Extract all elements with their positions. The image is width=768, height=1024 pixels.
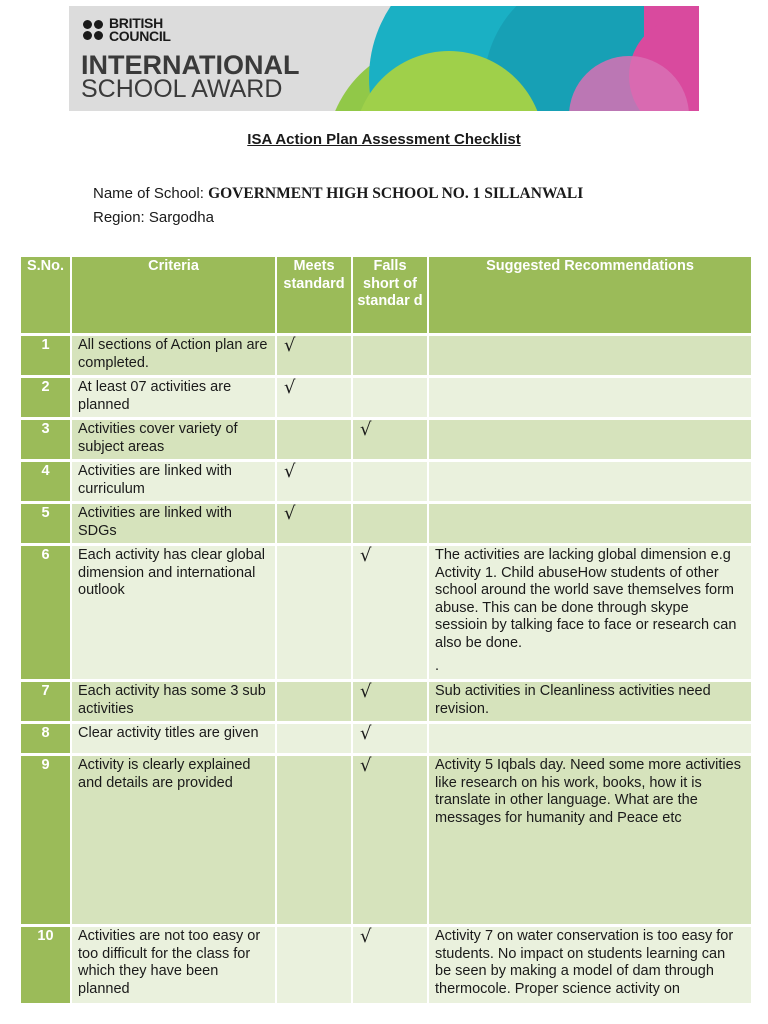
criteria-cell: Activities cover variety of subject areas [72, 420, 275, 459]
row-number: 6 [21, 546, 70, 679]
row-number: 3 [21, 420, 70, 459]
recommendation-text: The activities are lacking global dimension e.g Activity 1. Child abuseHow students of other school around the world save themselves form abuse. This can be done through skype sessioin by talking face to face or research can also be done. [435, 547, 737, 651]
recommendation-cell: Sub activities in Cleanliness activities need revision. [429, 682, 751, 721]
table-row [21, 504, 751, 543]
region-value: Sargodha [148, 209, 214, 226]
isa-banner [69, 6, 699, 111]
meets-check-icon: √ [277, 504, 351, 543]
row-number: 1 [21, 336, 70, 375]
falls-short-cell [353, 462, 427, 501]
falls-short-cell [353, 378, 427, 417]
award-title-line1: INTERNATIONAL [81, 50, 300, 80]
document-title: ISA Action Plan Assessment Checklist [247, 131, 521, 148]
row-number: 10 [21, 927, 70, 1003]
falls-short-check-icon: √ [353, 682, 427, 721]
recommendation-cell [429, 462, 751, 501]
table-row [21, 336, 751, 375]
falls-short-check-icon: √ [353, 724, 427, 753]
header-falls-short: Falls short of standar d [353, 257, 427, 333]
school-label: Name of School: [93, 185, 209, 202]
school-name-line [93, 185, 583, 203]
meets-standard-cell [277, 546, 351, 679]
falls-short-check-icon: √ [353, 546, 427, 679]
region-label: Region: [93, 209, 149, 226]
table-row [21, 927, 751, 1003]
criteria-cell: Activities are linked with SDGs [72, 504, 275, 543]
row-number: 8 [21, 724, 70, 753]
header-meets-standard: Meets standard [277, 257, 351, 333]
criteria-cell: Each activity has clear global dimension and international outlook [72, 546, 275, 679]
table-row [21, 378, 751, 417]
table-row [21, 682, 751, 721]
falls-short-cell [353, 336, 427, 375]
header-recommendations: Suggested Recommendations [429, 257, 751, 333]
recommendation-extra: . [435, 658, 440, 674]
row-number: 2 [21, 378, 70, 417]
british-council-logo-icon [83, 20, 105, 42]
meets-standard-cell [277, 927, 351, 1003]
header-criteria: Criteria [72, 257, 275, 333]
meets-standard-cell [277, 724, 351, 753]
assessment-checklist-table [19, 254, 753, 1006]
criteria-cell: Activities are linked with curriculum [72, 462, 275, 501]
table-row [21, 546, 751, 679]
row-number: 7 [21, 682, 70, 721]
criteria-cell: Activities are not too easy or too difficult for the class for which they have been planned [72, 927, 275, 1003]
table-row [21, 756, 751, 924]
table-row [21, 420, 751, 459]
meets-standard-cell [277, 682, 351, 721]
table-row [21, 462, 751, 501]
criteria-cell: Each activity has some 3 sub activities [72, 682, 275, 721]
criteria-cell: At least 07 activities are planned [72, 378, 275, 417]
falls-short-cell [353, 504, 427, 543]
meets-check-icon: √ [277, 336, 351, 375]
recommendation-cell [429, 378, 751, 417]
recommendation-cell [429, 420, 751, 459]
region-line [93, 209, 214, 226]
meets-standard-cell [277, 420, 351, 459]
falls-short-check-icon: √ [353, 756, 427, 924]
recommendation-cell [429, 724, 751, 753]
criteria-cell: Clear activity titles are given [72, 724, 275, 753]
recommendation-cell [429, 546, 751, 679]
meets-standard-cell [277, 756, 351, 924]
criteria-cell: All sections of Action plan are completed. [72, 336, 275, 375]
recommendation-cell [429, 336, 751, 375]
british-council-wordmark: BRITISH COUNCIL [109, 15, 171, 44]
falls-short-check-icon: √ [353, 420, 427, 459]
falls-short-check-icon: √ [353, 927, 427, 1003]
meets-check-icon: √ [277, 462, 351, 501]
table-row [21, 724, 751, 753]
row-number: 9 [21, 756, 70, 924]
row-number: 4 [21, 462, 70, 501]
table-header-row [21, 257, 751, 333]
recommendation-cell: Activity 5 Iqbals day. Need some more activities like research on his work, books, how it is translate in other language. What are the messages for humanity and Peace etc [429, 756, 751, 924]
award-title-line2: SCHOOL AWARD [81, 75, 283, 103]
school-name: GOVERNMENT HIGH SCHOOL NO. 1 SILLANWALI [208, 185, 584, 202]
recommendation-cell [429, 504, 751, 543]
recommendation-cell: Activity 7 on water conservation is too easy for students. No impact on students learning can be seen by making a model of dam through thermocole. Proper science activity on [429, 927, 751, 1003]
criteria-cell: Activity is clearly explained and details are provided [72, 756, 275, 924]
meets-check-icon: √ [277, 378, 351, 417]
row-number: 5 [21, 504, 70, 543]
header-sno: S.No. [21, 257, 70, 333]
